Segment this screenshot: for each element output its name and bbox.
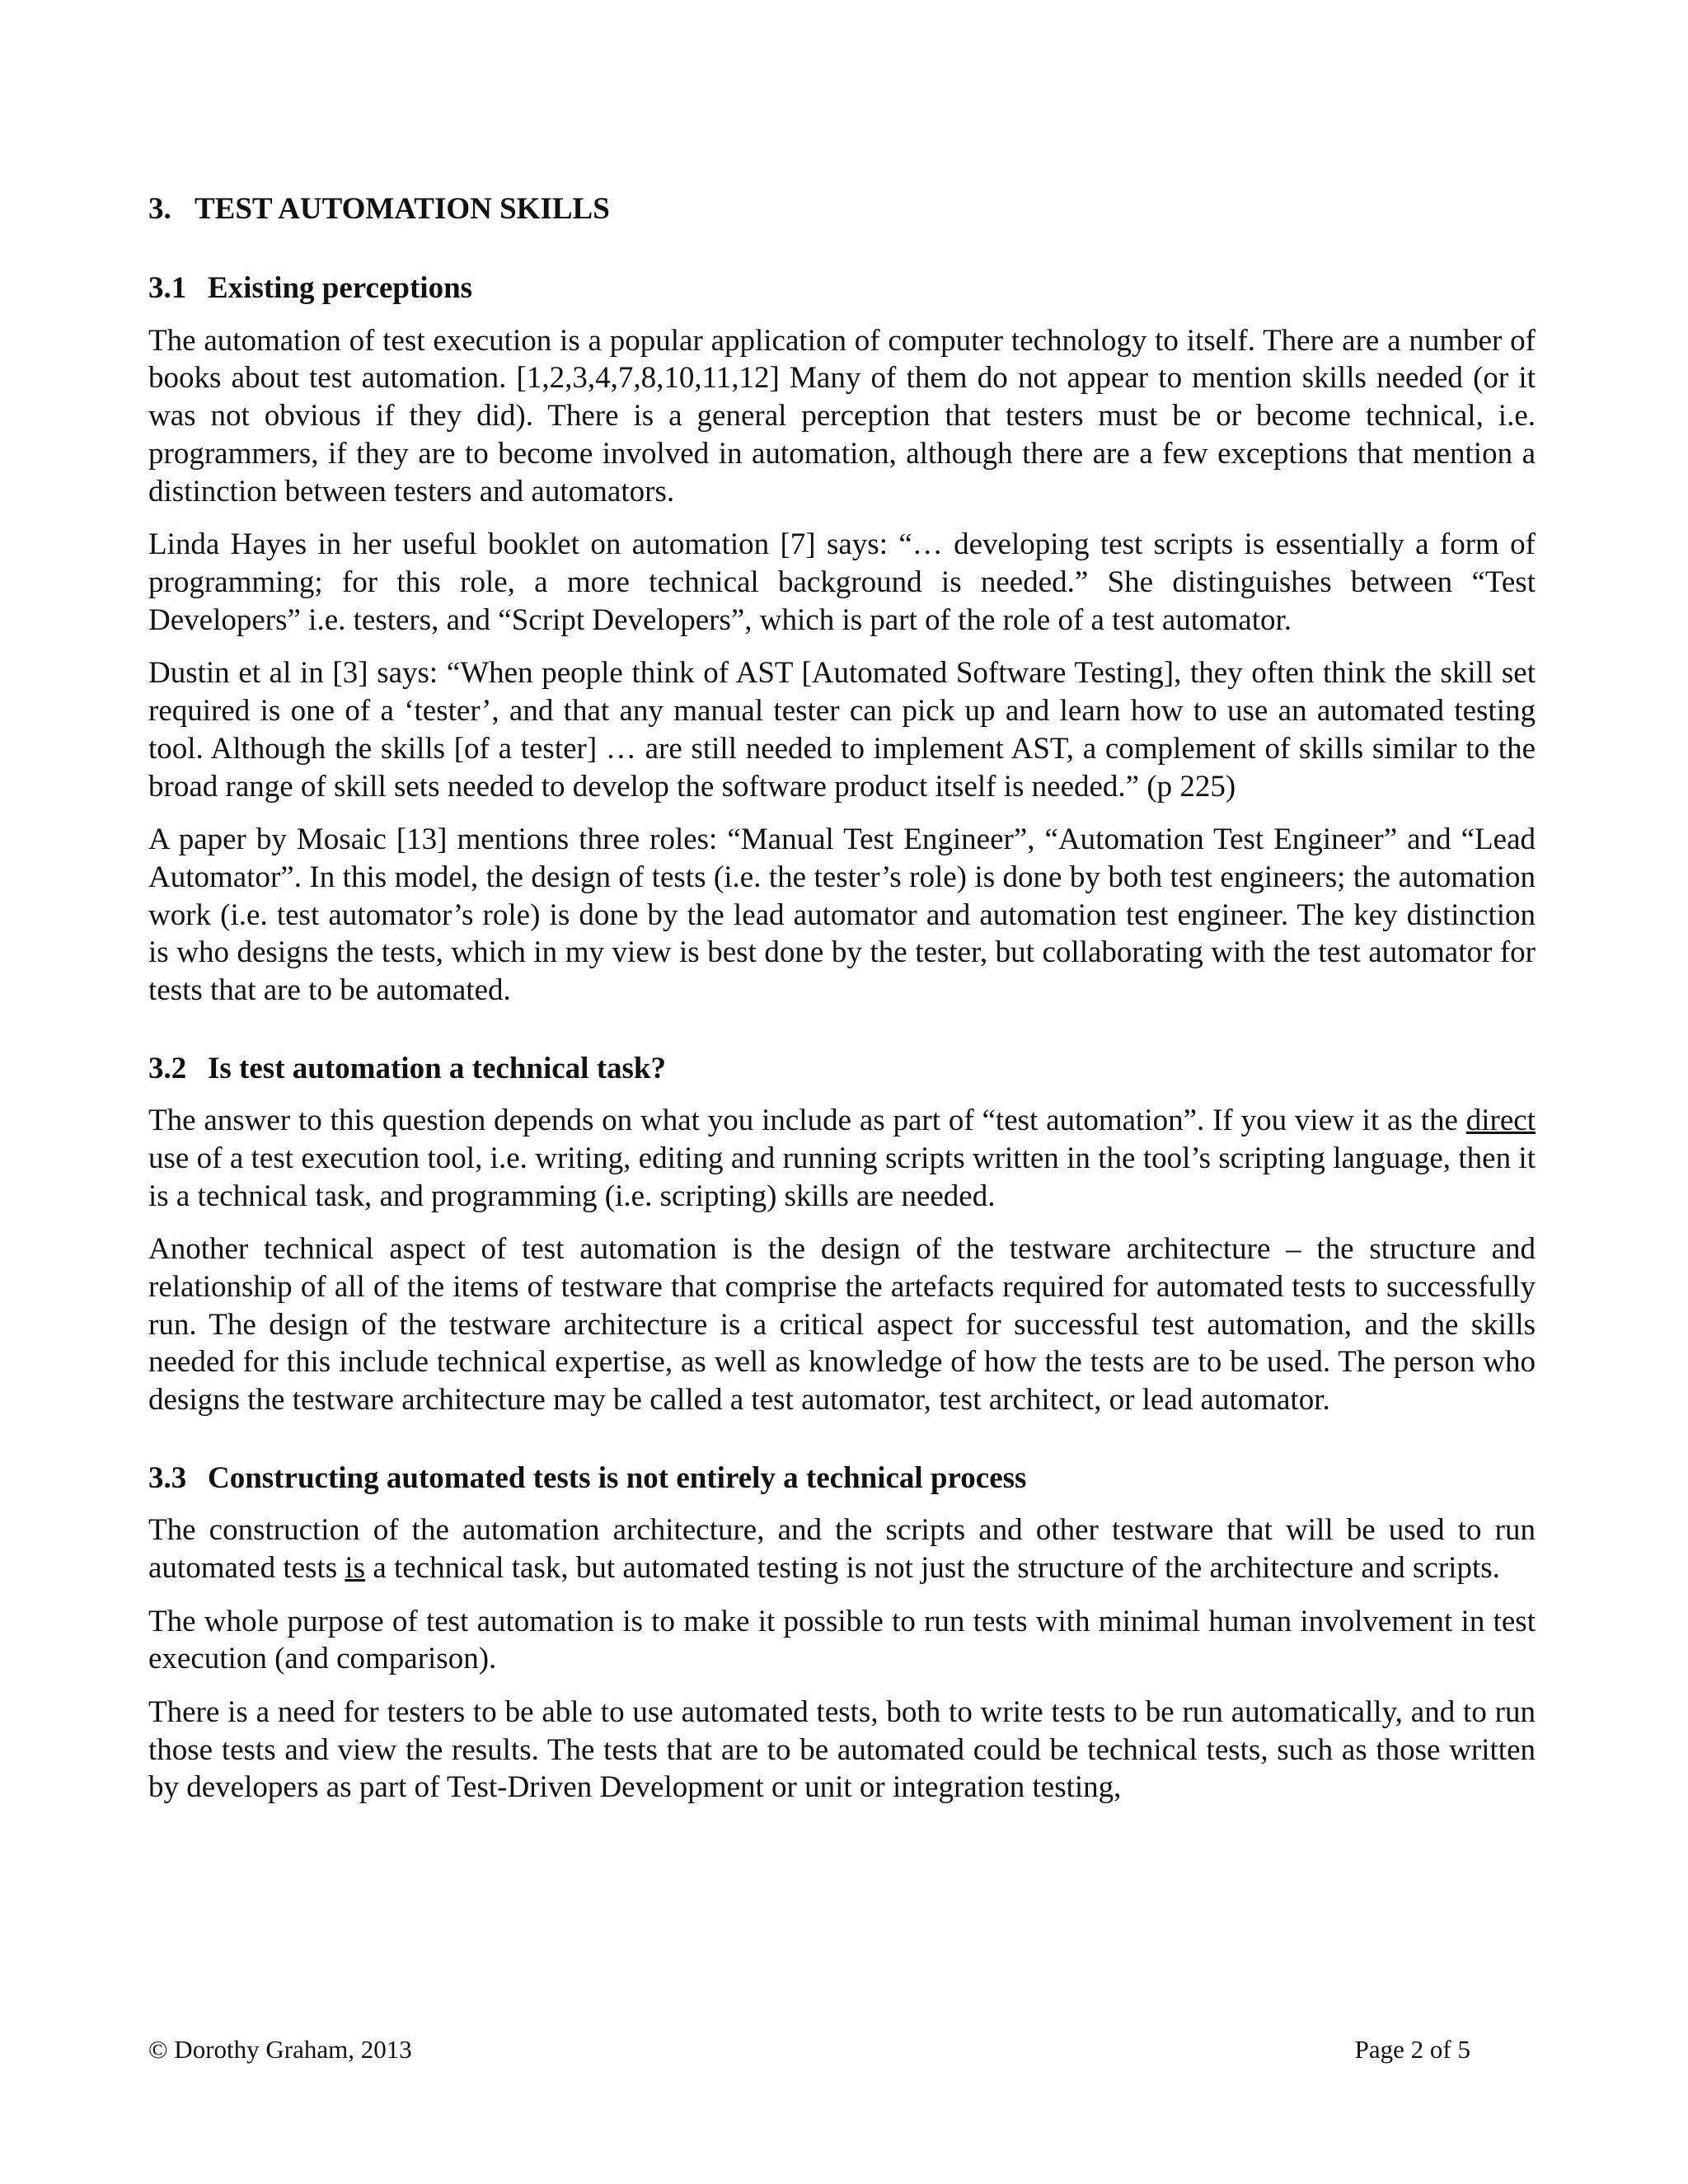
paragraph: There is a need for testers to be able to use automated tests, both to write tests to be run automatically, and to run those tests and view the results. The tests that are to be automated could be technical tests, such as those written by developers as part of Test-Driven Development or unit or integration testing, bbox=[148, 1694, 1536, 1805]
section-title: Existing perceptions bbox=[208, 271, 473, 306]
paragraph: Another technical aspect of test automation is the design of the testware architecture – the structure and relationship of all of the items of testware that comprise the artefacts required for automated tests to successfully run. The design of the testware architecture is a critical aspect for successful test automation, and the skills needed for this include technical expertise, as well as knowledge of how the tests are to be used. The person who designs the testware architecture may be called a test automator, test architect, or lead automator. bbox=[148, 1232, 1536, 1418]
underlined-word: direct bbox=[1465, 1104, 1536, 1138]
paragraph: The whole purpose of test automation is to make it possible to run tests with minimal human involvement in test execution (and comparison). bbox=[148, 1604, 1536, 1676]
text-run: use of a test execution tool, i.e. writing, editing and running scripts written in the tool’s scripting language, then it is a technical task, and programming (i.e. scripting) skills are needed. bbox=[148, 1141, 1536, 1213]
section-number: 3.2 bbox=[148, 1051, 187, 1085]
page-footer bbox=[148, 2035, 1470, 2064]
underlined-word: is bbox=[345, 1550, 366, 1585]
chapter-heading bbox=[148, 191, 1536, 227]
section-3-1 bbox=[148, 270, 1536, 1009]
paragraph: A paper by Mosaic [13] mentions three roles: “Manual Test Engineer”, “Automation Test Engineer” and “Lead Automator”. In this model, the design of tests (i.e. the tester’s role) is done by both test engineers; the automation work (i.e. test automator’s role) is done by the lead automator and automation test engineer. The key distinction is who designs the tests, which in my view is best done by the tester, but collaborating with the test automator for tests that are to be automated. bbox=[148, 823, 1536, 1008]
section-number: 3.1 bbox=[148, 271, 187, 306]
document-page bbox=[148, 191, 1536, 1848]
paragraph: Linda Hayes in her useful booklet on automation [7] says: “… developing test scripts is essentially a form of programming; for this role, a more technical background is needed.” She distinguishes between “Test Developers” i.e. testers, and “Script Developers”, which is part of the role of a test automator. bbox=[148, 527, 1536, 637]
section-3-2 bbox=[148, 1051, 1536, 1419]
text-run: a technical task, but automated testing is not just the structure of the architecture and scripts. bbox=[365, 1550, 1500, 1585]
paragraph bbox=[148, 1511, 1536, 1586]
chapter-title: TEST AUTOMATION SKILLS bbox=[195, 192, 610, 226]
paragraph bbox=[148, 1102, 1536, 1215]
section-number: 3.3 bbox=[148, 1460, 187, 1495]
section-title: Constructing automated tests is not entirely a technical process bbox=[208, 1460, 1027, 1495]
text-run: The construction of the automation architecture, and the scripts and other testware that will be used to run automated tests bbox=[148, 1513, 1536, 1585]
text-run: The answer to this question depends on what you include as part of “test automation”. If you view it as the bbox=[148, 1104, 1466, 1138]
footer-page-number: Page 2 of 5 bbox=[1354, 2035, 1470, 2064]
paragraph: Dustin et al in [3] says: “When people think of AST [Automated Software Testing], they often think the skill set required is one of a ‘tester’, and that any manual tester can pick up and learn how to use an automated testing tool. Although the skills [of a tester] … are still needed to implement AST, a complement of skills similar to the broad range of skill sets needed to develop the software product itself is needed.” (p 225) bbox=[148, 656, 1536, 804]
section-heading bbox=[148, 1460, 1536, 1497]
chapter-number: 3. bbox=[148, 192, 171, 226]
section-3-3 bbox=[148, 1460, 1536, 1807]
paragraph: The automation of test execution is a popular application of computer technology to itself. There are a number of books about test automation. [1,2,3,4,7,8,10,11,12] Many of them do not appear to mention skills needed (or it was not obvious if they did). There is a general perception that testers must be or become technical, i.e. programmers, if they are to become involved in automation, although there are a few exceptions that mention a distinction between testers and automators. bbox=[148, 323, 1536, 509]
section-heading bbox=[148, 1051, 1536, 1087]
section-heading bbox=[148, 270, 1536, 307]
footer-copyright: © Dorothy Graham, 2013 bbox=[148, 2035, 412, 2064]
section-title: Is test automation a technical task? bbox=[208, 1051, 667, 1085]
